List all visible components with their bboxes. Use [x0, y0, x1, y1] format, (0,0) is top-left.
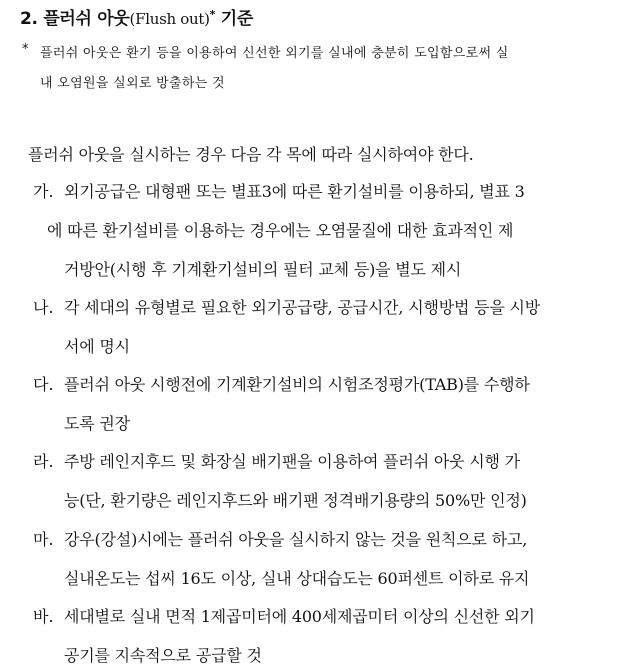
section-heading [20, 4, 253, 29]
item-line: 주방 레인지후드 및 화장실 배기팬을 이용하여 플러쉬 아웃 시행 가 [64, 452, 520, 471]
item-line: 강우(강설)시에는 플러쉬 아웃을 실시하지 않는 것을 원칙으로 하고, [64, 530, 528, 549]
item-line: 실내온도는 섭씨 16도 이상, 실내 상대습도는 60퍼센트 이하로 유지 [64, 569, 530, 588]
intro-sentence: 플러쉬 아웃을 실시하는 경우 다음 각 목에 따라 실시하여야 한다. [28, 145, 474, 164]
heading-title-ko: 플러쉬 아웃 [43, 9, 130, 29]
item-marker: 다. [33, 375, 54, 394]
heading-title-en: (Flush out) [129, 10, 210, 28]
item-marker: 나. [33, 298, 54, 317]
heading-star: * [209, 8, 216, 21]
item-line: 플러쉬 아웃 시행전에 기계환기설비의 시험조정평가(TAB)를 수행하 [64, 375, 530, 394]
item-line: 능(단, 환기량은 레인지후드와 배기팬 정격배기용량의 50%만 인정) [64, 491, 527, 510]
item-marker: 가. [33, 182, 54, 201]
item-marker: 바. [33, 607, 54, 626]
heading-number: 2. [20, 9, 38, 29]
note-line-2: 내 오염원을 실외로 방출하는 것 [40, 76, 225, 91]
item-marker: 마. [33, 530, 54, 549]
item-line: 에 따른 환기설비를 이용하는 경우에는 오염물질에 대한 효과적인 제 [47, 221, 514, 240]
item-line: 거방안(시행 후 기계환기설비의 필터 교체 등)을 별도 제시 [64, 260, 462, 279]
item-line: 서에 명시 [64, 337, 130, 356]
item-line: 공기를 지속적으로 공급할 것 [64, 646, 262, 665]
heading-suffix: 기준 [220, 9, 253, 29]
item-marker: 라. [33, 452, 54, 471]
note-line-1: 플러쉬 아웃은 환기 등을 이용하여 신선한 외기를 실내에 충분히 도입함으로써 실 [40, 46, 509, 61]
item-line: 외기공급은 대형팬 또는 별표3에 따른 환기설비를 이용하되, 별표 3 [64, 182, 525, 201]
item-line: 도록 권장 [64, 414, 130, 433]
item-line: 세대별로 실내 면적 1제곱미터에 400세제곱미터 이상의 신선한 외기 [64, 607, 535, 626]
note-star: * [22, 42, 29, 57]
item-line: 각 세대의 유형별로 필요한 외기공급량, 공급시간, 시행방법 등을 시방 [64, 298, 541, 317]
